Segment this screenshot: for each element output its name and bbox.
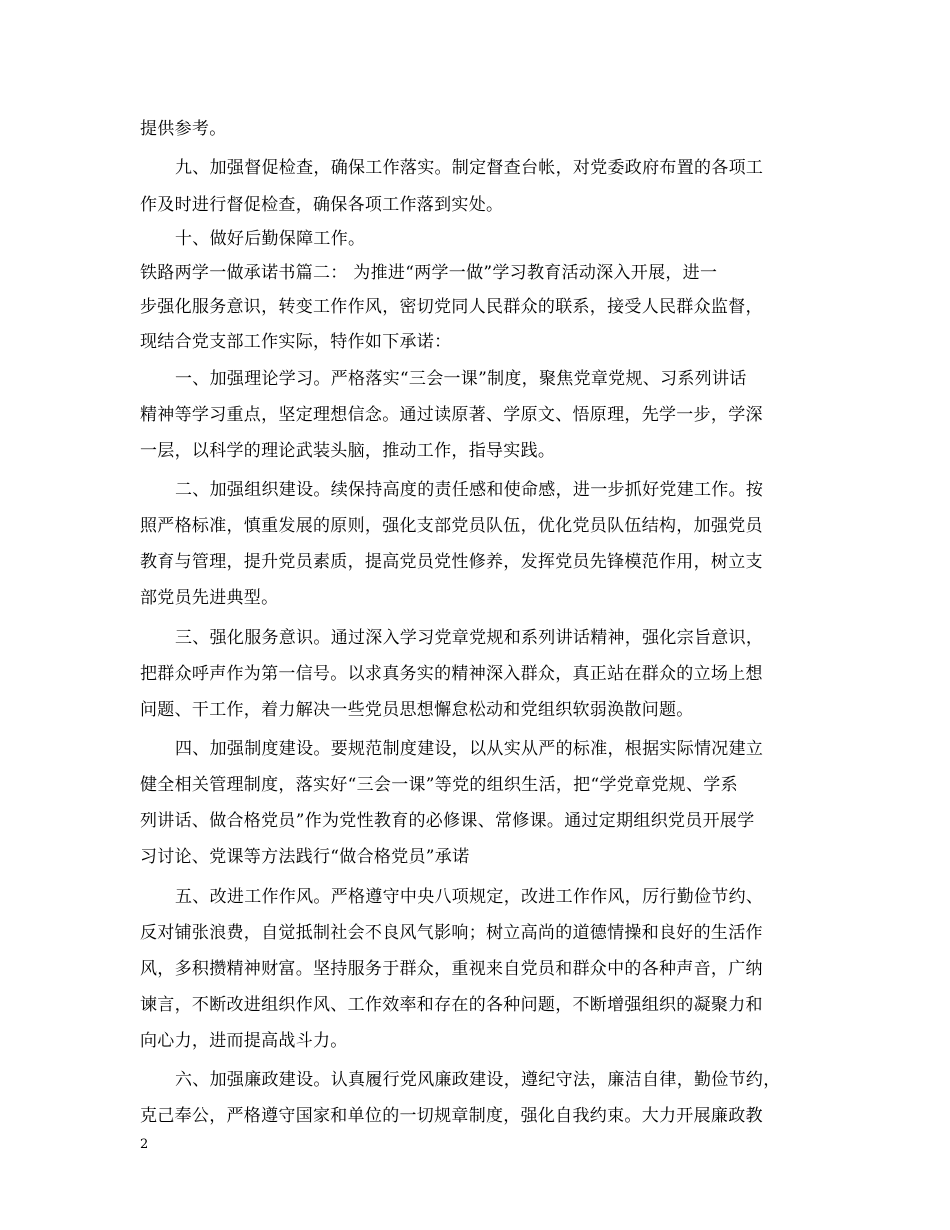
text-line: 部党员先进典型。 <box>140 588 279 608</box>
text-line: 步强化服务意识，转变工作作风，密切党同人民群众的联系，接受人民群众监督， <box>140 297 763 317</box>
text-line: 照严格标准，慎重发展的原则，强化支部党员队伍，优化党员队伍结构，加强党员 <box>140 516 763 536</box>
text-line: 九、加强督促检查，确保工作落实。制定督查台帐，对党委政府布置的各项工 <box>175 158 764 178</box>
text-line: 习讨论、党课等方法践行“做合格党员”承诺 <box>140 847 470 867</box>
text-line: 问题、干工作，着力解决一些党员思想懈怠松动和党组织软弱涣散问题。 <box>140 700 694 720</box>
text-line: 精神等学习重点，坚定理想信念。通过读原著、学原文、悟原理，先学一步，学深 <box>140 405 763 425</box>
text-line: 铁路两学一做承诺书篇二： 为推进“两学一做”学习教育活动深入开展，进一 <box>140 263 718 283</box>
page-number: 2 <box>140 1137 149 1152</box>
text-line: 一、加强理论学习。严格落实“三会一课”制度，聚焦党章党规、习系列讲话 <box>175 369 747 389</box>
text-line: 提供参考。 <box>140 119 227 139</box>
text-line: 六、加强廉政建设。认真履行党风廉政建设，遵纪守法，廉洁自律，勤俭节约， <box>175 1070 781 1090</box>
text-line: 作及时进行督促检查，确保各项工作落到实处。 <box>140 195 504 215</box>
text-line: 三、强化服务意识。通过深入学习党章党规和系列讲话精神，强化宗旨意识， <box>175 628 764 648</box>
text-line: 教育与管理，提升党员素质，提高党员党性修养，发挥党员先锋模范作用，树立支 <box>140 552 763 572</box>
text-line: 克己奉公，严格遵守国家和单位的一切规章制度，强化自我约束。大力开展廉政教 <box>140 1106 763 1126</box>
text-line: 五、改进工作作风。严格遵守中央八项规定，改进工作作风，厉行勤俭节约、 <box>175 887 764 907</box>
text-line: 一层，以科学的理论武装头脑，推动工作，指导实践。 <box>140 441 556 461</box>
text-line: 二、加强组织建设。续保持高度的责任感和使命感，进一步抓好党建工作。按 <box>175 480 764 500</box>
text-line: 反对铺张浪费，自觉抵制社会不良风气影响；树立高尚的道德情操和良好的生活作 <box>140 923 763 943</box>
text-line: 风，多积攒精神财富。坚持服务于群众，重视来自党员和群众中的各种声音，广纳 <box>140 959 763 979</box>
text-line: 四、加强制度建设。要规范制度建设，以从实从严的标准，根据实际情况建立 <box>175 739 764 759</box>
text-line: 现结合党支部工作实际，特作如下承诺： <box>140 332 452 352</box>
text-line: 十、做好后勤保障工作。 <box>175 229 366 249</box>
text-line: 向心力，进而提高战斗力。 <box>140 1031 348 1051</box>
text-line: 谏言，不断改进组织作风、工作效率和存在的各种问题，不断增强组织的凝聚力和 <box>140 995 763 1015</box>
text-line: 把群众呼声作为第一信号。以求真务实的精神深入群众，真正站在群众的立场上想 <box>140 664 763 684</box>
text-line: 健全相关管理制度，落实好“三会一课”等党的组织生活，把“学党章党规、学系 <box>140 775 738 795</box>
text-line: 列讲话、做合格党员”作为党性教育的必修课、常修课。通过定期组织党员开展学 <box>140 811 755 831</box>
